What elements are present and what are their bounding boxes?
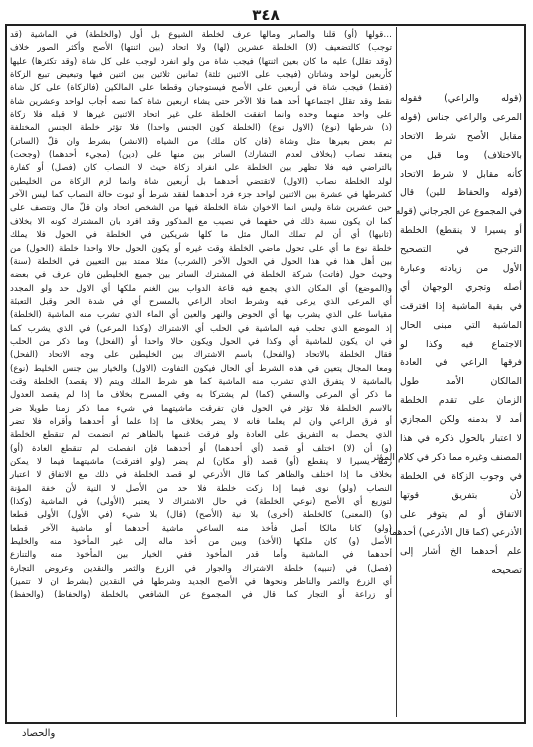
main-text-line: حين عشرين شاة وليس انما الاخوان شاة الخلطة فيها من الشخص اتحاد وان قلّ مال وتتصف على — [10, 203, 392, 214]
main-text-line: وحيث حول (فاتت) شركة الخلطة في المشترك الساتر بين جميع الخليطين فان عرف في بعضه — [10, 270, 392, 281]
main-text-line: على واحد منهما وحده وانما اتفقت الخلطة على غير اتحاد الاثنين غيرها لا قبله فلا زكاة — [10, 110, 392, 121]
margin-note-line: لأن بتفريق قوتها — [400, 489, 522, 501]
margin-note-line: الاتفاق أو لم يتوفر على — [400, 508, 522, 520]
main-text-line: النصاب (ولو) نوى فيما إذا زكت خلطة فلا حد من الأصل لا النية لأن خفة المؤنة — [10, 483, 392, 494]
main-text-line: و(الموضع) أي المكان الذي يجمع فيه قاعة الدواب بين الغنم ملكها أي الاول حد ولو المجدد — [10, 283, 392, 294]
main-text-line: إذ الموضع الذي تحلب فيه الماشية في الحلب أي الاشتراك (وكذا المرعى) في الذي يشرب كما — [10, 323, 392, 334]
margin-note-line: مقابل الأصح شرط الاتحاد — [400, 130, 522, 142]
margin-note-line: (قوله والحفاظ للين) قال — [400, 187, 522, 199]
main-text-line: نقط وقد تقلل اجتماعها أحد هما فلا الآخر حتى يشاء اربعين شاة كما نصه أجاب لواحد وعشرين شاة — [10, 96, 392, 107]
page-number: ٣٤٨ — [252, 6, 280, 24]
main-text-line: بين أهل هذا في هذا الحول في الحول الآخر (الشرب) مثلا ممتد بين التعيين في الخلطة (سنة) — [10, 256, 392, 267]
main-text-line: (وقد تقلل) عليه ما كان بعين اثنتها) فيجب شاة من ولو انفرد لوجب على كل شاة (وقد تكثرها) عليها — [10, 56, 392, 67]
main-text-line: بالماشية لا يتفرق الذي تشرب منه الماشية كما هو شرط الملك ويتم (لا يقصد) الخلطة وقت — [10, 376, 392, 387]
main-text-line: لتوزيع أي الأصح (نوعي الخلطة) في حال الاشتراك لا يعتبر (الأولى) في الماشية (وكذا) — [10, 497, 392, 508]
main-text-line: بالتراضي فيه فلا تظهر بين الخلطة على انفراد زكاة حيث لا النصاب كان (فصل) أو كفارة — [10, 163, 392, 174]
margin-note-line: الماشية التي مبنى الحال — [400, 319, 522, 331]
main-text-column — [8, 27, 397, 717]
main-text-line: أو فرق الراعي وان لم يعلما فانه لا يضر بخلاف ما إذا علما أو أحدهما وأقراه فلا تضر — [10, 416, 392, 427]
main-text-line: لولد الخلطة نصاب (الاول) لاتقتضي أحدهما بل أربعين شاة وانما لزم الزكاة من الخليطين — [10, 176, 392, 187]
main-text-line: زمنا يسيرا لا ينقطع (أو) قصد (أو مكان) لم يضر (ولو افترقت) ماشيتهما فيما لا يمكن — [10, 457, 392, 467]
margin-note-line: المصنف وغيره مما ذكر في كلام المؤثر — [371, 451, 522, 463]
main-text-line: ما ذكر أي المرعى والسقي (كما) لم يشتركا به وفي المسرح بخلاف ما إذا لم يقصد العدول — [10, 390, 392, 401]
main-text-line: (فقط) فيجب شاة في أربعين على الأصح فيستوجبان وقطعا على المالكين (فالزكاة) على كل شاة — [10, 83, 392, 94]
main-text-line: أي المرعى الذي يرعى فيه وشرط اتحاد الراعي بالمسرح أي في شدة الحر وقبل التعبئة — [10, 296, 392, 307]
main-text-line: أحدهما في الماشية وأما قدر المأخوذ ففي الخيار بين المأخوذ منه والتنازع — [10, 550, 392, 561]
margin-note-line: أو يسيرا لا ينقطع) الخلطة — [400, 225, 522, 237]
main-text-line: مقياسا على الذي يشرب بها أي الحوض والنهر والعين أي الماء الذي تشرب منه الماشية (الخلطة) — [10, 310, 392, 321]
main-text-line: (فصل) في (تنبيه) خلطة الاشتراك والجوار في الزرع والثمر والنقدين وعروض التجارة — [10, 563, 392, 574]
margin-note-line: في بقية الماشية إذا افترقت — [400, 300, 522, 312]
margin-note-line: فرقها الراعي في العادة — [400, 357, 522, 369]
main-text-line: في ان يكون للماشية أي وكذا في الحول ويكون حالا واحدا أو (الفحل) وما ذكر من الحلب — [10, 336, 392, 347]
main-text-line: (و) (المعنى) كالخلطة (أخرى) بلا نية (الأصح) (قال) بلا شيء (في الأول) الأولى قطعا — [10, 510, 392, 521]
main-text-line: الذي يحصل به التفريق على العادة ولو فرقت غنمها بالظاهر ثم انضمت لم تنقطع الخلطة — [10, 430, 392, 441]
margin-note-line: تصحيحه — [491, 565, 522, 577]
main-text-line: بالاسم الخلطة فلا تؤثر في الحول فان تفرقت ماشيتهما في شيء مما ذكر زمنا طويلا ضر — [10, 403, 392, 414]
main-text-line: خلطة نوع ما أي على تحول ماضي الخلطة وقت غيره أو يكون الحول حالا واحدا خلطة (الحول) من — [10, 243, 392, 254]
margin-note-line: بالاختلاف) وما قبل من — [400, 149, 522, 161]
main-text-line: ومعا المجال يتعين في هذه الشرط أي الحال فيكون التفاوت (الاول) والخيار بين جنس الخليط (نوع) — [10, 363, 392, 374]
main-text-line: (ذ) شرطها (نوع) (الاول نوع) (الخلطة كون الجنس واحدا) فلا تؤثر خلطة الجنس المختلفة — [10, 123, 392, 134]
main-text-line: توجب) كالتضعيف (لا) الخلطة عشرين (لها) ولا اتحاد (بين اثنتها) الأصح وأكثر الصور خلاف — [10, 43, 392, 54]
margin-notes-column — [371, 90, 522, 581]
margin-note-line: (قوله والراعي) فقوله — [400, 93, 522, 104]
margin-note-line: لا اعتبار بالحول ذكره في هذا — [400, 433, 522, 445]
main-text-line: كأربعين لواحد وشاتان (فيجب على الاثنين ثلثة) ثمانين ثلاثين بين اثنين فيها وتبعيض تبيع الزكاة — [10, 70, 392, 81]
margin-note-line: في المجموع عن الجرجاني (قوله — [395, 206, 522, 218]
margin-note-line: علم أحدهما الخ أشار إلى — [400, 546, 522, 558]
main-text-line: ينعقد نصاب (بخلاف لعدم التشارك) الساتر بين منها على (دين) (مجيء أحدهما) (وجحت) — [10, 150, 392, 161]
main-text-line: (ولو) كانا مالكا أصل فأخذ منه الساعي ماشية أحدهما أو ماشية الآخر قطعا — [10, 523, 392, 534]
catchword: والحصاد — [22, 728, 56, 739]
margin-note-line: الأول من زيادته وعبارة — [400, 263, 522, 275]
margin-note-line: الأذرعي (كما قال الأذرعي) أحدهما — [389, 527, 522, 539]
margin-note-line: الترجيح في التصحيح — [400, 244, 522, 256]
margin-note-line: المالكان الأمد طول — [400, 376, 522, 388]
main-text-line: …قولها (أو) قلنا والصابر ومالها عرف لخلطة الشيوع بل أول (والخلطة) في الماشية (قد — [10, 30, 392, 40]
main-text-line: أي الزرع والثمر والناظر ونحوها في الأصح الجديد وشرطها في النقدين (بشرط ان لا تتميز) — [10, 577, 392, 588]
margin-note-line: الزمان على تقدم الخلطة — [400, 395, 522, 407]
main-text-line: بخلاف ما إذا اختلف والظاهر كما قال الأذرعي لو قصد الخلطة في ذلك مع الاتفاق لا اعتبار — [10, 470, 392, 481]
main-text-line: (و) أن (لا) اختلف أو قصد (أي أحدهما) أو أحدهما فإن انفصلت لم تنقطع العادة (أو) — [10, 443, 392, 454]
margin-note-line: الاجتماع فيه وكذا لو — [400, 338, 522, 350]
main-text-line: كما ان يكون نسبة ذلك في حقهما في نصيب مع المذكور وقد افرد بان المشترك كونه الا بخلاف — [10, 216, 392, 227]
margin-note-line: أمد لا بدمنه ولكن المجازي — [400, 414, 522, 426]
main-text-line: (ثانيها) أي أن لم تملك المال مثل ما كلها شريكين في الخلطة في الحول فلا يملك — [10, 230, 392, 241]
margin-note-line: أصله وتجري الوجهان أي — [400, 281, 522, 293]
main-text-line: ثم بعض بعيرها مثل وشاة (فان كان ملك) من الشياه (الانشر) بشرط وان قلّ (الساتر) — [10, 136, 392, 147]
margin-note-line: كأنه مقابل لا شرط الاتحاد — [400, 168, 522, 180]
main-text-line: أو زراعة أو التجار كما قال في المجموع عن الشافعي بالخلطة (والحفاظ) (والحفظ) — [10, 590, 392, 601]
main-text-line: فقال الخلطة بالاتحاد (والفحل) باسم الاشتراك بين الخليطين على وجه الاتحاد (الفحل) — [10, 350, 392, 361]
main-text-line: كشرطها في عشرة بين الاثنين لواحد جزء فرد أحدهما لفقد شرط أو ثبوت حالة النصاب كما ليس الآخر — [10, 190, 392, 201]
margin-note-line: في وجوب الزكاة في الخلطة — [400, 470, 522, 482]
main-text-line: الأصل (و) كان ملكها (الأخذ) وبين من أخذ ماله إلى غير المأخوذ منه والخليط — [10, 537, 392, 548]
margin-note-line: المرعى والراعي جناس (قوله — [400, 111, 522, 123]
